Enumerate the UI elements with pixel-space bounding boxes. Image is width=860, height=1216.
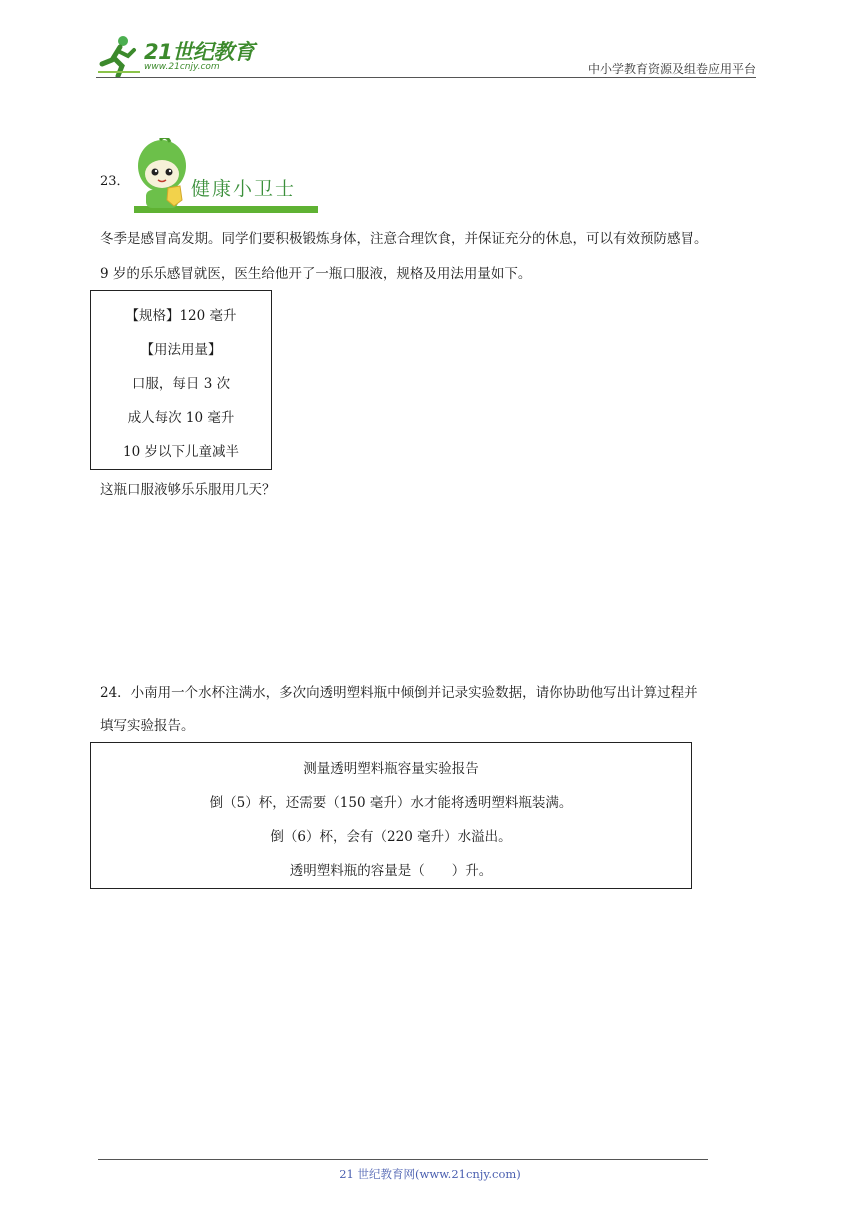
report-line: 倒（6）杯，会有（220 毫升）水溢出。 [270,829,512,845]
q24-line-1: 24．小南用一个水杯注满水，多次向透明塑料瓶中倾倒并记录实验数据，请你协助他写出计算过程并 [100,685,698,701]
footer-link[interactable]: 21 世纪教育网(www.21cnjy.com) [339,1167,521,1181]
logo-url: www.21cnjy.com [144,62,220,72]
spec-line: 成人每次 10 毫升 [127,410,235,426]
spec-line: 【规格】120 毫升 [125,308,237,324]
report-answer-line: 透明塑料瓶的容量是（ ）升。 [289,863,493,879]
site-logo [96,34,266,78]
health-guardian-badge [134,138,320,216]
medicine-spec-box [90,290,272,470]
platform-tagline: 中小学教育资源及组卷应用平台 [587,62,756,76]
question-23-number: 23． [100,174,130,189]
spec-line: 口服，每日 3 次 [131,376,231,392]
spec-line: 【用法用量】 [140,342,222,358]
header-divider [96,77,756,78]
q23-question: 这瓶口服液够乐乐服用几天？ [100,482,276,498]
runner-icon [96,34,144,78]
q23-intro-line-1: 冬季是感冒高发期。同学们要积极锻炼身体，注意合理饮食，并保证充分的休息，可以有效预防感冒。 [100,231,708,247]
badge-title: 健康小卫士 [191,178,297,200]
report-line: 倒（5）杯，还需要（150 毫升）水才能将透明塑料瓶装满。 [209,795,573,811]
logo-text: 21世纪教育 [144,40,255,64]
footer-divider [98,1159,708,1160]
q24-line-2: 填写实验报告。 [100,718,195,734]
report-title: 测量透明塑料瓶容量实验报告 [303,761,479,777]
spec-line: 10 岁以下儿童减半 [123,444,239,460]
experiment-report-box [90,742,692,889]
q23-intro-line-2: 9 岁的乐乐感冒就医，医生给他开了一瓶口服液，规格及用法用量如下。 [100,266,532,282]
